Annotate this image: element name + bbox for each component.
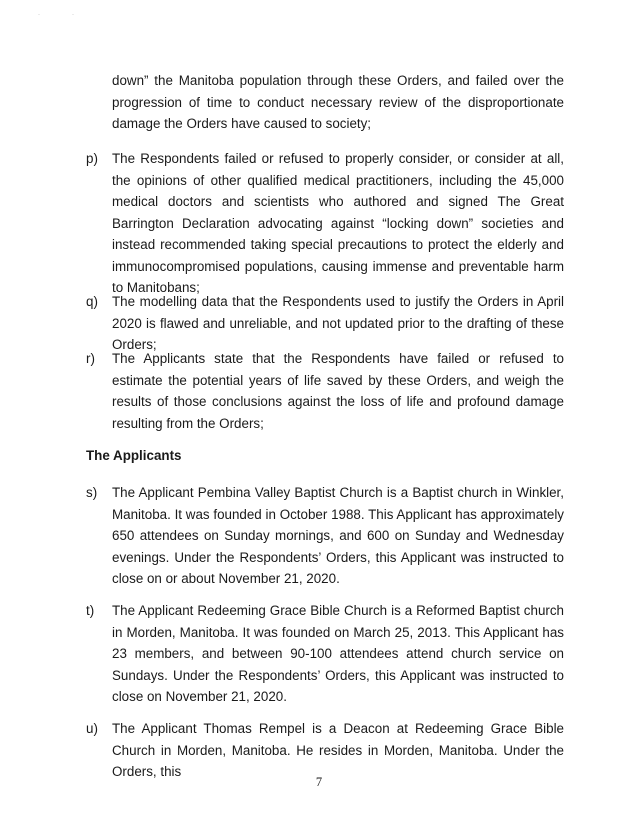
item-text: The Respondents failed or refused to properly consider, or consider at all, the opinions of other qualified medical practitioners, including the 45,000 medical doctors and scientists who authored and signed The Great Barrington Declaration advocating against “locking down” societies and instead recommended taking special precautions to protect the elderly and immunocompromised populations, causing immense and preventable harm to Manitobans;	[112, 151, 564, 295]
item-text: The Applicants state that the Respondents have failed or refused to estimate the potential years of life saved by these Orders, and weigh the results of those conclusions against the loss of life and profound damage resulting from the Orders;	[112, 351, 564, 431]
item-label: t)	[86, 603, 95, 618]
item-text: The Applicant Redeeming Grace Bible Church is a Reformed Baptist church in Morden, Manitoba. It was founded on March 25, 2013. This Applicant has 23 members, and between 90-100 attendees attend church service on Sundays. Under the Respondents’ Orders, this Applicant was instructed to close on November 21, 2020.	[112, 603, 564, 704]
section-heading: The Applicants	[86, 448, 182, 463]
item-label: q)	[86, 294, 98, 309]
item-label: u)	[86, 721, 98, 736]
item-text: The Applicant Pembina Valley Baptist Church is a Baptist church in Winkler, Manitoba. It was founded in October 1988. This Applicant has approximately 650 attendees on Sunday mornings, and 600 on Sunday and Wednesday evenings. Under the Respondents’ Orders, this Applicant was instructed to close on or about November 21, 2020.	[112, 485, 564, 586]
page-number: 7	[315, 775, 323, 789]
item-label: r)	[86, 351, 95, 366]
scan-dot: ·	[38, 12, 40, 18]
scan-dot: ·	[72, 12, 74, 18]
continuation-paragraph: down” the Manitoba population through these Orders, and failed over the progression of time to conduct necessary review of the disproportionate damage the Orders have caused to society;	[112, 73, 564, 131]
item-text: The modelling data that the Respondents used to justify the Orders in April 2020 is flawed and unreliable, and not updated prior to the drafting of these Orders;	[112, 294, 564, 352]
item-text: The Applicant Thomas Rempel is a Deacon at Redeeming Grace Bible Church in Morden, Manitoba. He resides in Morden, Manitoba. Under the Orders, this	[112, 721, 564, 779]
item-label: s)	[86, 485, 98, 500]
item-label: p)	[86, 151, 98, 166]
